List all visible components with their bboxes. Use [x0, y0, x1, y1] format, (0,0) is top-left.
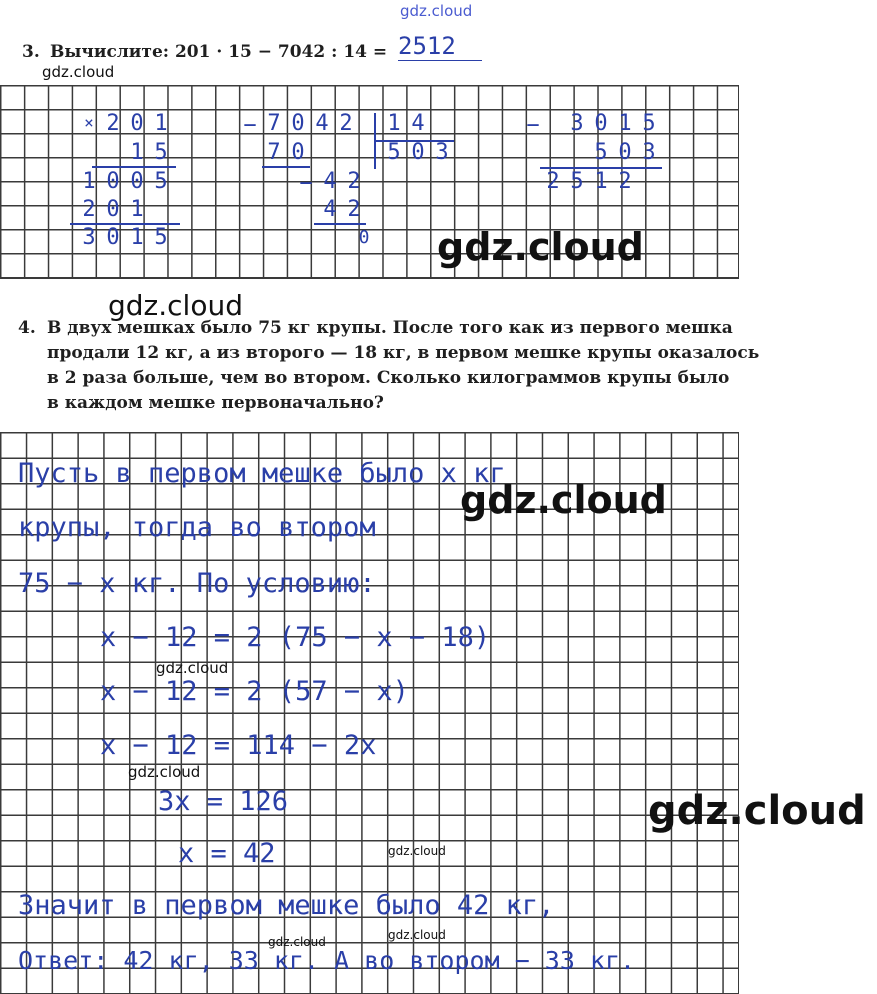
sub-res-3: 2 — [618, 169, 632, 194]
div-dividend-2: 4 — [315, 111, 329, 136]
watermark: gdz.cloud — [156, 659, 229, 677]
task3-prompt: Вычислите: 201 · 15 − 7042 : 14 = — [50, 42, 388, 62]
div-quotient-2: 3 — [435, 140, 449, 165]
solution-line-7: 3x = 126 — [158, 786, 289, 817]
solution-line-10: Ответ: 42 кг, 33 кг. А во втором − 33 кг. — [18, 946, 636, 975]
sub-b-2: 3 — [642, 140, 656, 165]
sub-res-2: 1 — [594, 169, 608, 194]
mult-b-0: 1 — [130, 140, 144, 165]
task4-line-1: В двух мешках было 75 кг крупы. После того как из первого мешка — [47, 318, 733, 338]
div-step2-0: 4 — [323, 169, 337, 194]
mult-res-2: 1 — [130, 225, 144, 250]
mult-p2-0: 2 — [82, 197, 96, 222]
div-minus: − — [243, 113, 257, 138]
solution-line-6: x − 12 = 114 − 2x — [100, 730, 377, 761]
sub-res-0: 2 — [546, 169, 560, 194]
mult-p1-2: 0 — [130, 169, 144, 194]
solution-line-3: 75 − x кг. По условию: — [18, 568, 376, 599]
watermark: gdz.cloud — [648, 788, 866, 834]
sub-b-1: 0 — [618, 140, 632, 165]
div-dividend-1: 0 — [291, 111, 305, 136]
div-line-1 — [262, 166, 310, 168]
watermark: gdz.cloud — [388, 844, 446, 858]
mult-p1-1: 0 — [106, 169, 120, 194]
task3-answer: 2512 — [398, 32, 482, 61]
mult-sign: × — [84, 113, 94, 132]
sub-a-0: 3 — [570, 111, 584, 136]
div-divisor-1: 4 — [411, 111, 425, 136]
div-step2-1: 2 — [347, 169, 361, 194]
solution-line-5: x − 12 = 2 (57 − x) — [100, 676, 409, 707]
watermark: gdz.cloud — [268, 935, 326, 949]
solution-line-9: Значит в первом мешке было 42 кг, — [18, 890, 555, 921]
div-quotient-1: 0 — [411, 140, 425, 165]
task4-line-2: продали 12 кг, а из второго — 18 кг, в первом мешке крупы оказалось — [47, 343, 760, 363]
watermark: gdz.cloud — [460, 478, 667, 522]
mult-p2-1: 0 — [106, 197, 120, 222]
div-step1-1: 0 — [291, 140, 305, 165]
watermark: gdz.cloud — [388, 928, 446, 942]
sub-res-1: 5 — [570, 169, 584, 194]
mult-a-1: 0 — [130, 111, 144, 136]
sub-a-2: 1 — [618, 111, 632, 136]
mult-a-0: 2 — [106, 111, 120, 136]
solution-line-8: x = 42 — [178, 838, 276, 869]
solution-line-1: Пусть в первом мешке было x кг — [18, 458, 506, 489]
sub-minus: − — [526, 113, 540, 138]
watermark: gdz.cloud — [108, 289, 243, 322]
div-step3-0: 4 — [323, 197, 337, 222]
mult-res-0: 3 — [82, 225, 96, 250]
mult-line-1 — [92, 166, 176, 168]
sub-b-0: 5 — [594, 140, 608, 165]
mult-p1-0: 1 — [82, 169, 96, 194]
watermark: gdz.cloud — [128, 763, 201, 781]
div-line-2 — [314, 223, 366, 225]
task4-line-4: в каждом мешке первоначально? — [47, 393, 384, 413]
task4-number: 4. — [18, 318, 36, 338]
task3-number: 3. — [22, 42, 40, 62]
div-step3-1: 2 — [347, 197, 361, 222]
div-step1-0: 7 — [267, 140, 281, 165]
watermark: gdz.cloud — [437, 225, 644, 269]
div-divisor-0: 1 — [387, 111, 401, 136]
task4-line-3: в 2 раза больше, чем во втором. Сколько килограммов крупы было — [47, 368, 730, 388]
div-remainder: 0 — [358, 227, 370, 248]
watermark: gdz.cloud — [42, 63, 115, 81]
watermark-top: gdz.cloud — [400, 2, 473, 20]
div-minus-2: − — [299, 171, 313, 196]
mult-b-1: 5 — [154, 140, 168, 165]
solution-line-4: x − 12 = 2 (75 − x − 18) — [100, 622, 491, 653]
mult-res-3: 5 — [154, 225, 168, 250]
mult-res-1: 0 — [106, 225, 120, 250]
mult-a-2: 1 — [154, 111, 168, 136]
mult-p2-2: 1 — [130, 197, 144, 222]
mult-p1-3: 5 — [154, 169, 168, 194]
sub-a-1: 0 — [594, 111, 608, 136]
sub-a-3: 5 — [642, 111, 656, 136]
div-dividend-0: 7 — [267, 111, 281, 136]
div-dividend-3: 2 — [339, 111, 353, 136]
div-quotient-0: 5 — [387, 140, 401, 165]
solution-line-2: крупы, тогда во втором — [18, 512, 376, 543]
